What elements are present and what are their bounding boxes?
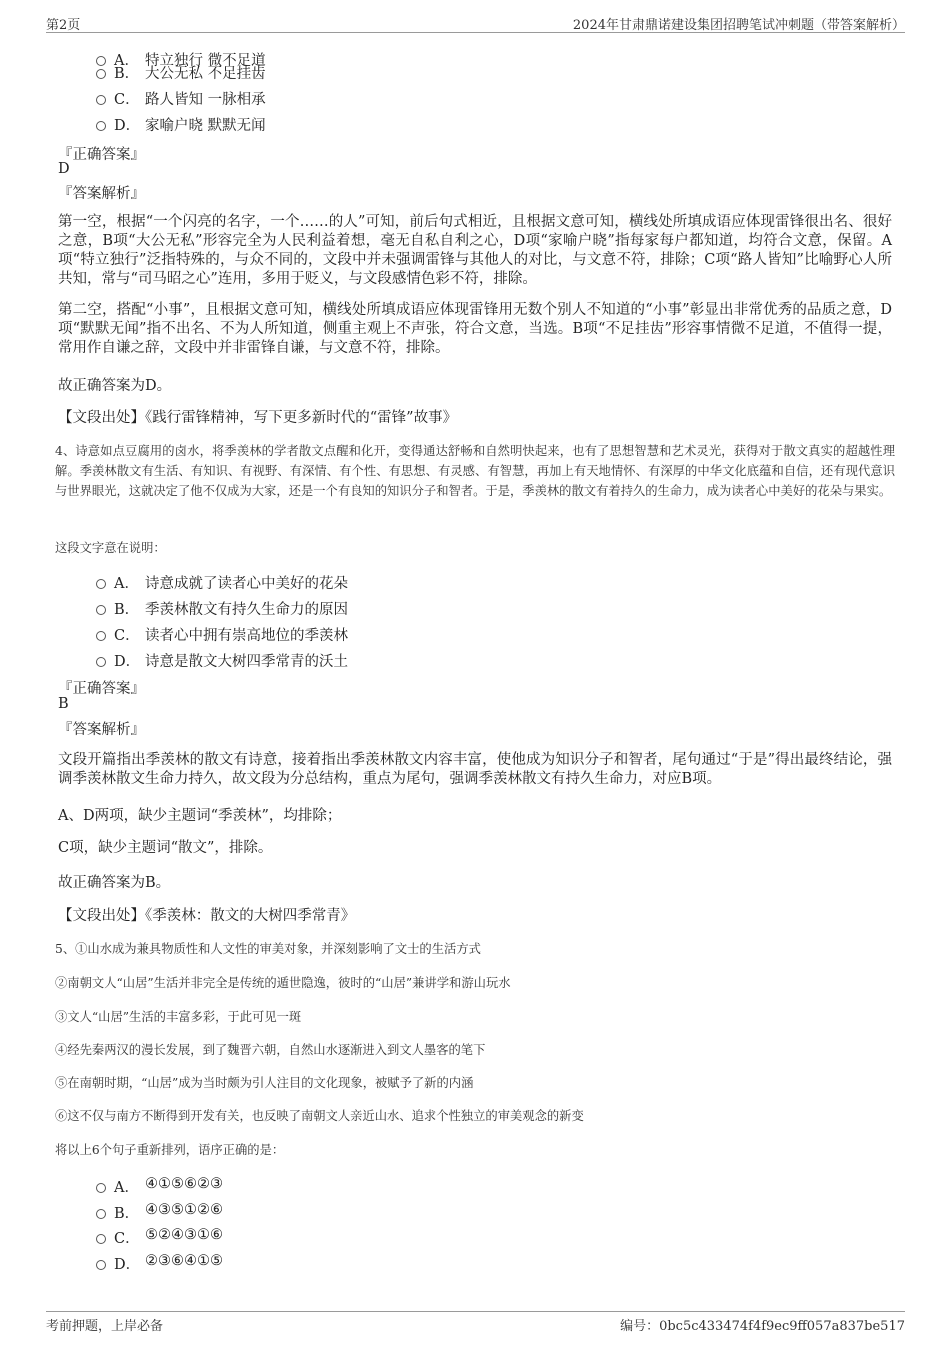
q3-answer: D — [58, 161, 70, 177]
radio-icon[interactable] — [96, 95, 106, 105]
q5-sentence-2: ②南朝文人“山居”生活并非完全是传统的遁世隐逸，彼时的“山居”兼讲学和游山玩水 — [55, 976, 511, 990]
q4-source: 【文段出处】《季羡林：散文的大树四季常青》 — [58, 908, 356, 924]
footer-slogan: 考前押题，上岸必备 — [46, 1319, 164, 1334]
q4-conclusion: 故正确答案为B。 — [58, 875, 171, 891]
q3-answer-label: 『正确答案』 — [58, 147, 145, 163]
q3-analysis-p2: 第二空，搭配“小事”，且根据文意可知，横线处所填成语应体现雷锋用无数个别人不知道的“小事”彰显出非常优秀的品质之意，D项“默默无闻”指不出名、不为人所知道，侧重主观上不声张，符合文意，当选。B项“不足挂齿”形容事情微不足道，不值得一提，常用作自谦之辞，文段中并非雷锋自谦，与文意不符，排除。 — [58, 302, 892, 356]
q4-prompt: 这段文字意在说明： — [55, 541, 166, 555]
q3-source: 【文段出处】《践行雷锋精神，写下更多新时代的“雷锋”故事》 — [58, 410, 458, 426]
q4-answer-label: 『正确答案』 — [58, 681, 145, 697]
q4-analysis-p3: C项，缺少主题词“散文”，排除。 — [58, 840, 273, 856]
radio-icon[interactable] — [96, 1234, 106, 1244]
q3-conclusion: 故正确答案为D。 — [58, 378, 172, 394]
q3-analysis-p1: 第一空，根据“一个闪亮的名字，一个……的人”可知，前后句式相近，且根据文意可知，横线处所填成语应体现雷锋很出名、很好之意，B项“大公无私”形容完全为人民利益着想，毫无自私自利之心，D项“家喻户晓”指每家每户都知道，均符合文意，保留。A项“特立独行”泛指特殊的，与众不同的，文段中并未强调雷锋与其他人的对比，与文意不符，排除；C项“路人皆知”比喻野心人所共知，常与“司马昭之心”连用，多用于贬义，与文段感情色彩不符，排除。 — [58, 214, 892, 287]
radio-icon[interactable] — [96, 605, 106, 615]
radio-icon[interactable] — [96, 69, 106, 79]
q4-analysis-p1: 文段开篇指出季羡林的散文有诗意，接着指出季羡林散文内容丰富，使他成为知识分子和智者，尾句通过“于是”得出最终结论，强调季羡林散文生命力持久，故文段为分总结构，重点为尾句，强调季羡林散文有持久生命力，对应B项。 — [58, 752, 892, 787]
q5-sentence-1: 5、①山水成为兼具物质性和人文性的审美对象，并深刻影响了文士的生活方式 — [55, 942, 481, 956]
radio-icon[interactable] — [96, 631, 106, 641]
q5-sentence-5: ⑤在南朝时期，“山居”成为当时颇为引人注目的文化现象，被赋予了新的内涵 — [55, 1076, 474, 1090]
q5-sentence-3: ③文人“山居”生活的丰富多彩，于此可见一斑 — [55, 1010, 302, 1024]
q4-stem: 4、诗意如点豆腐用的卤水，将季羡林的学者散文点醒和化开，变得通达舒畅和自然明快起来，也有了思想智慧和艺术灵光，获得对于散文真实的超越性理解。季羡林散文有生活、有知识、有视野、有深情、有个性、有思想、有灵感、有智慧，再加上有天地情怀、有深厚的中华文化底蕴和自信，还有现代意识与世界眼光，这就决定了他不仅成为大家，还是一个有良知的知识分子和智者。于是，季羡林的散文有着持久的生命力，成为读者心中美好的花朵与果实。 — [55, 444, 895, 498]
page-header — [46, 12, 905, 33]
radio-icon[interactable] — [96, 121, 106, 131]
q4-analysis-label: 『答案解析』 — [58, 722, 145, 738]
radio-icon[interactable] — [96, 1209, 106, 1219]
radio-icon[interactable] — [96, 579, 106, 589]
document-title: 2024年甘肃鼎诺建设集团招聘笔试冲刺题（带答案解析） — [572, 18, 905, 33]
radio-icon[interactable] — [96, 56, 106, 66]
q3-analysis-label: 『答案解析』 — [58, 186, 145, 202]
radio-icon[interactable] — [96, 657, 106, 667]
q5-prompt: 将以上6个句子重新排列，语序正确的是： — [55, 1143, 285, 1157]
page-footer — [46, 1311, 905, 1336]
q4-answer: B — [58, 696, 69, 712]
radio-icon[interactable] — [96, 1183, 106, 1193]
q5-sentence-6: ⑥这不仅与南方不断得到开发有关，也反映了南朝文人亲近山水、追求个性独立的审美观念的新变 — [55, 1109, 584, 1123]
radio-icon[interactable] — [96, 1260, 106, 1270]
q5-sentence-4: ④经先秦两汉的漫长发展，到了魏晋六朝，自然山水逐渐进入到文人墨客的笔下 — [55, 1043, 486, 1057]
page-number: 第2页 — [46, 18, 81, 33]
q4-analysis-p2: A、D两项，缺少主题词“季羡林”，均排除； — [58, 808, 342, 824]
footer-serial: 编号：0bc5c433474f4f9ec9ff057a837be517 — [620, 1319, 905, 1334]
